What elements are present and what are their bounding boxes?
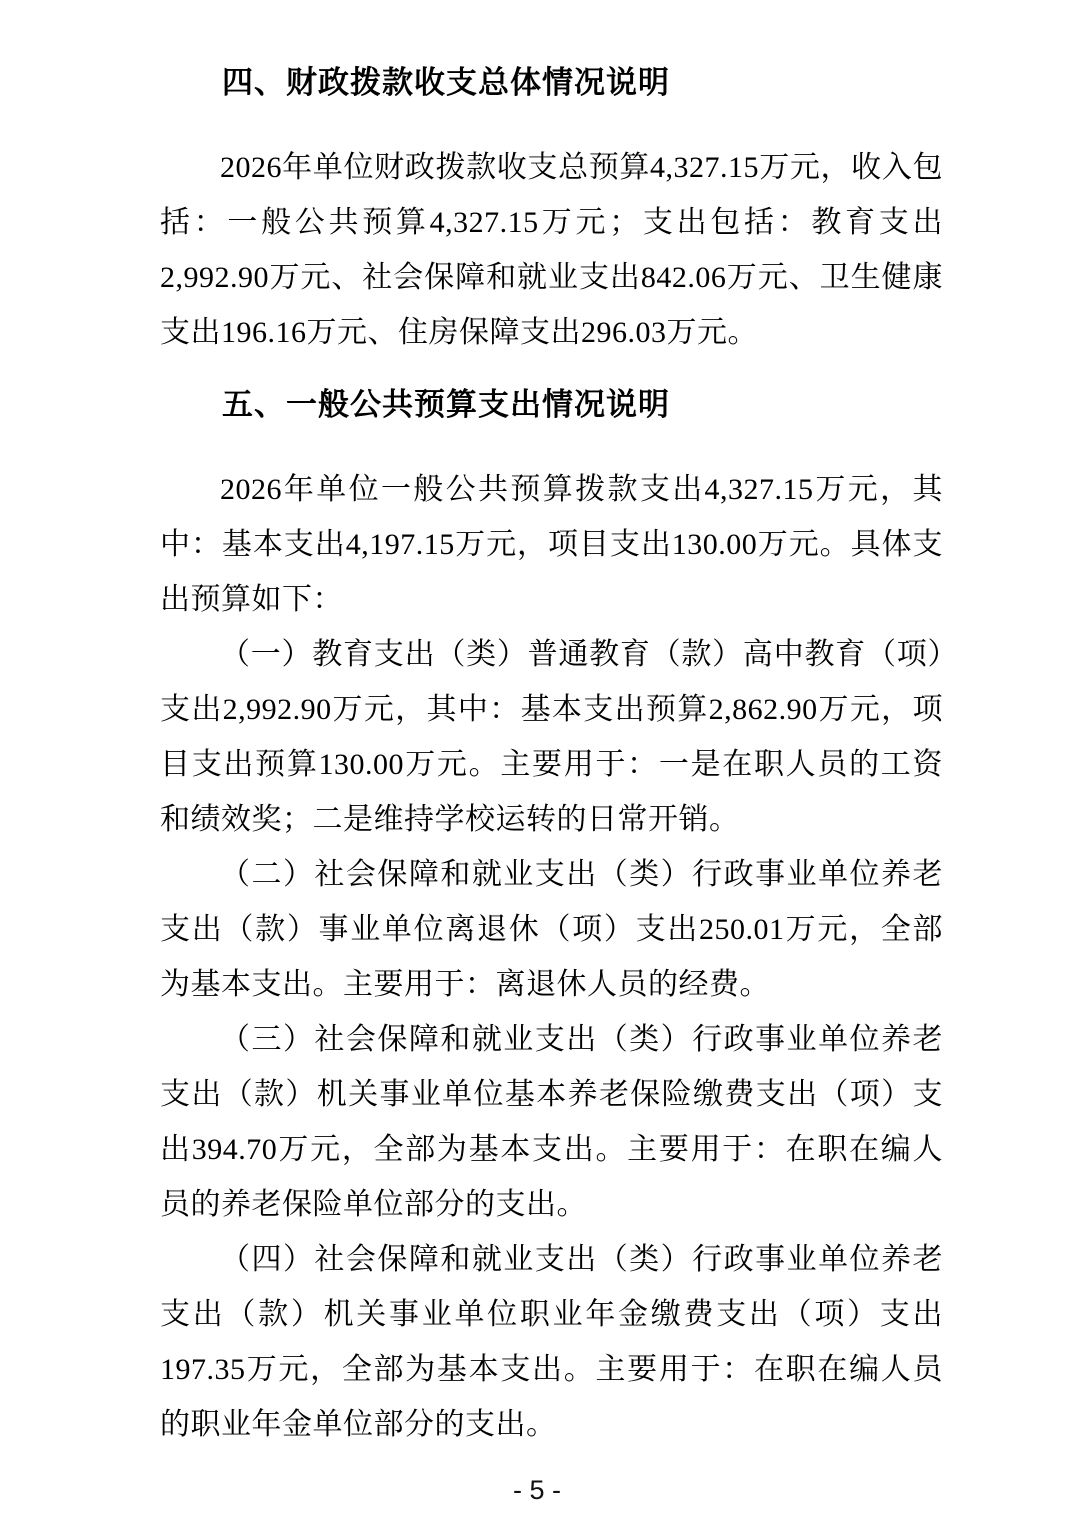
section-5-item-3-paragraph: （三）社会保障和就业支出（类）行政事业单位养老支出（款）机关事业单位基本养老保险缴费支出（项）支出394.70万元，全部为基本支出。主要用于：在职在编人员的养老保险单位部分的支出。 xyxy=(160,1023,943,1221)
section-4-paragraph: 2026年单位财政拨款收支总预算4,327.15万元，收入包括：一般公共预算4,327.15万元；支出包括：教育支出2,992.90万元、社会保障和就业支出842.06万元、卫生健康支出196.16万元、住房保障支出296.03万元。 xyxy=(160,151,943,349)
page-number: - 5 - xyxy=(512,1475,561,1505)
section-5-item-2-paragraph: （二）社会保障和就业支出（类）行政事业单位养老支出（款）事业单位离退休（项）支出250.01万元，全部为基本支出。主要用于：离退休人员的经费。 xyxy=(160,858,943,1001)
section-5-item-1-paragraph: （一）教育支出（类）普通教育（款）高中教育（项）支出2,992.90万元，其中：基本支出预算2,862.90万元，项目支出预算130.00万元。主要用于：一是在职人员的工资和绩效奖；二是维持学校运转的日常开销。 xyxy=(160,638,943,836)
section-5-intro-paragraph: 2026年单位一般公共预算拨款支出4,327.15万元，其中：基本支出4,197.15万元，项目支出130.00万元。具体支出预算如下： xyxy=(160,473,943,616)
section-5-heading: 五、一般公共预算支出情况说明 xyxy=(222,387,670,422)
section-4-heading: 四、财政拨款收支总体情况说明 xyxy=(222,65,670,100)
section-5-item-4-paragraph: （四）社会保障和就业支出（类）行政事业单位养老支出（款）机关事业单位职业年金缴费支出（项）支出197.35万元，全部为基本支出。主要用于：在职在编人员的职业年金单位部分的支出。 xyxy=(160,1243,943,1441)
